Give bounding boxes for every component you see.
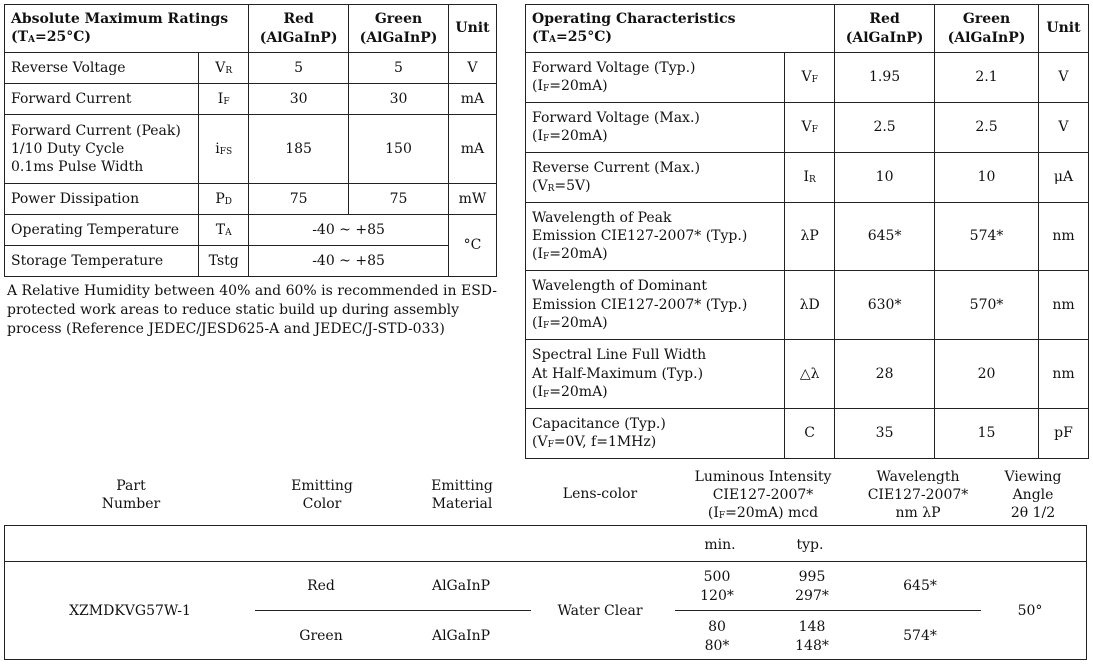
red-value: 185 xyxy=(249,115,349,184)
green-value: 2.5 xyxy=(935,103,1039,153)
op-col-green: Green (AlGaInP) xyxy=(935,5,1039,53)
green-value: 15 xyxy=(935,409,1039,459)
red-value: 1.95 xyxy=(835,53,935,103)
emitting-color: Green xyxy=(299,628,343,644)
table-row xyxy=(526,153,1089,203)
header-part-number: Part Number xyxy=(101,478,161,512)
temperature-range: -40 ~ +85 xyxy=(249,246,449,277)
symbol: △λ xyxy=(785,340,835,409)
symbol: $I_F$ xyxy=(199,84,249,115)
param-label: Reverse Voltage xyxy=(5,53,199,84)
table-row xyxy=(526,271,1089,340)
red-value: 35 xyxy=(835,409,935,459)
param-label: Spectral Line Full Width At Half-Maximum (Typ.) $(I_F=20mA)$ xyxy=(526,340,785,409)
luminous-min: 80 80* xyxy=(704,619,730,654)
table-row xyxy=(526,409,1089,459)
abs-col-unit: Unit xyxy=(448,5,496,53)
red-value: 630* xyxy=(835,271,935,340)
green-value: 30 xyxy=(349,84,449,115)
op-title-cell xyxy=(526,5,835,53)
luminous-typ: 995 297* xyxy=(795,569,829,604)
luminous-typ: 148 148* xyxy=(795,619,829,654)
symbol: $V_F$ xyxy=(785,103,835,153)
green-value: 2.1 xyxy=(935,53,1039,103)
divider xyxy=(5,561,1086,562)
part-table-header xyxy=(0,467,1093,523)
humidity-note: A Relative Humidity between 40% and 60% is recommended in ESD-protected work areas to reduce static build up during assembly process (Reference JEDEC/JESD625-A and JEDEC/J-STD-033) xyxy=(7,283,498,337)
red-value: 645* xyxy=(835,203,935,271)
emitting-material: AlGaInP xyxy=(431,578,491,594)
param-label: Wavelength of Dominant Emission CIE127-2007* (Typ.) $(I_F=20mA)$ xyxy=(526,271,785,340)
param-label: Forward Voltage (Typ.) $(I_F=20mA)$ xyxy=(526,53,785,103)
symbol: λP xyxy=(785,203,835,271)
red-value: 2.5 xyxy=(835,103,935,153)
wavelength: 645* xyxy=(903,578,937,594)
abs-title-cell xyxy=(5,5,249,53)
unit: μA xyxy=(1038,153,1088,203)
table-row xyxy=(5,184,497,215)
table-row xyxy=(526,103,1089,153)
param-label: Wavelength of Peak Emission CIE127-2007* (Typ.) $(I_F=20mA)$ xyxy=(526,203,785,271)
table-row xyxy=(526,340,1089,409)
param-label: Forward Voltage (Max.) $(I_F=20mA)$ xyxy=(526,103,785,153)
abs-col-green: Green (AlGaInP) xyxy=(349,5,449,53)
divider xyxy=(255,610,531,611)
green-value: 150 xyxy=(349,115,449,184)
unit: nm xyxy=(1038,271,1088,340)
typ-label: typ. xyxy=(796,537,824,553)
symbol: $i_{FS}$ xyxy=(199,115,249,184)
header-emitting-color: Emitting Color xyxy=(291,478,353,512)
header-wavelength: Wavelength CIE127-2007* nm λP xyxy=(867,469,969,521)
part-table xyxy=(4,525,1087,660)
abs-condition: $(T_A=25^\circ C)$ xyxy=(11,29,92,46)
symbol: λD xyxy=(785,271,835,340)
header-luminous-intensity: Luminous Intensity CIE127-2007* $(I_F=20mA)$ mcd xyxy=(694,469,832,521)
green-value: 570* xyxy=(935,271,1039,340)
unit: pF xyxy=(1038,409,1088,459)
symbol: C xyxy=(785,409,835,459)
param-label: Operating Temperature xyxy=(5,215,199,246)
green-value: 10 xyxy=(935,153,1039,203)
unit: V xyxy=(1038,103,1088,153)
red-value: 10 xyxy=(835,153,935,203)
green-value: 75 xyxy=(349,184,449,215)
divider xyxy=(675,610,981,611)
table-row xyxy=(5,115,497,184)
symbol: $P_D$ xyxy=(199,184,249,215)
red-value: 30 xyxy=(249,84,349,115)
symbol: $V_R$ xyxy=(199,53,249,84)
op-condition: $(T_A=25^\circ C)$ xyxy=(532,29,613,46)
table-row xyxy=(526,203,1089,271)
param-label: Reverse Current (Max.) $(V_R=5V)$ xyxy=(526,153,785,203)
part-number: XZMDKVG57W-1 xyxy=(69,603,191,619)
temperature-range: -40 ~ +85 xyxy=(249,215,449,246)
red-value: 5 xyxy=(249,53,349,84)
luminous-min: 500 120* xyxy=(700,569,734,604)
abs-col-red: Red (AlGaInP) xyxy=(249,5,349,53)
param-label: Forward Current (Peak) 1/10 Duty Cycle 0.1ms Pulse Width xyxy=(5,115,199,184)
op-col-red: Red (AlGaInP) xyxy=(835,5,935,53)
red-value: 28 xyxy=(835,340,935,409)
op-title: Operating Characteristics xyxy=(532,11,736,28)
wavelength: 574* xyxy=(903,628,937,644)
header-lens-color: Lens-color xyxy=(562,486,638,502)
unit: nm xyxy=(1038,340,1088,409)
table-row xyxy=(526,53,1089,103)
green-value: 574* xyxy=(935,203,1039,271)
header-viewing-angle: Viewing Angle 2θ 1/2 xyxy=(1004,469,1062,521)
viewing-angle: 50° xyxy=(1017,603,1043,619)
table-row xyxy=(5,53,497,84)
unit: mW xyxy=(448,184,496,215)
unit: V xyxy=(1038,53,1088,103)
emitting-material: AlGaInP xyxy=(431,628,491,644)
symbol: Tstg xyxy=(199,246,249,277)
unit: nm xyxy=(1038,203,1088,271)
green-value: 5 xyxy=(349,53,449,84)
symbol: $V_F$ xyxy=(785,53,835,103)
emitting-color: Red xyxy=(307,578,335,594)
op-col-unit: Unit xyxy=(1038,5,1088,53)
symbol: $I_R$ xyxy=(785,153,835,203)
param-label: Forward Current xyxy=(5,84,199,115)
unit: mA xyxy=(448,115,496,184)
green-value: 20 xyxy=(935,340,1039,409)
param-label: Capacitance (Typ.) ($V_F=0V$, f=1MHz) xyxy=(526,409,785,459)
symbol: $T_A$ xyxy=(199,215,249,246)
header-emitting-material: Emitting Material xyxy=(431,478,493,512)
param-label: Storage Temperature xyxy=(5,246,199,277)
red-value: 75 xyxy=(249,184,349,215)
absolute-maximum-ratings-table xyxy=(4,4,497,277)
abs-title: Absolute Maximum Ratings xyxy=(11,11,229,28)
table-row xyxy=(5,215,497,246)
param-label: Power Dissipation xyxy=(5,184,199,215)
lens-color: Water Clear xyxy=(557,603,643,619)
table-row xyxy=(5,84,497,115)
unit: mA xyxy=(448,84,496,115)
table-row xyxy=(5,246,497,277)
operating-characteristics-table xyxy=(525,4,1089,459)
min-label: min. xyxy=(704,537,736,553)
unit: V xyxy=(448,53,496,84)
temperature-unit: °C xyxy=(448,215,496,277)
